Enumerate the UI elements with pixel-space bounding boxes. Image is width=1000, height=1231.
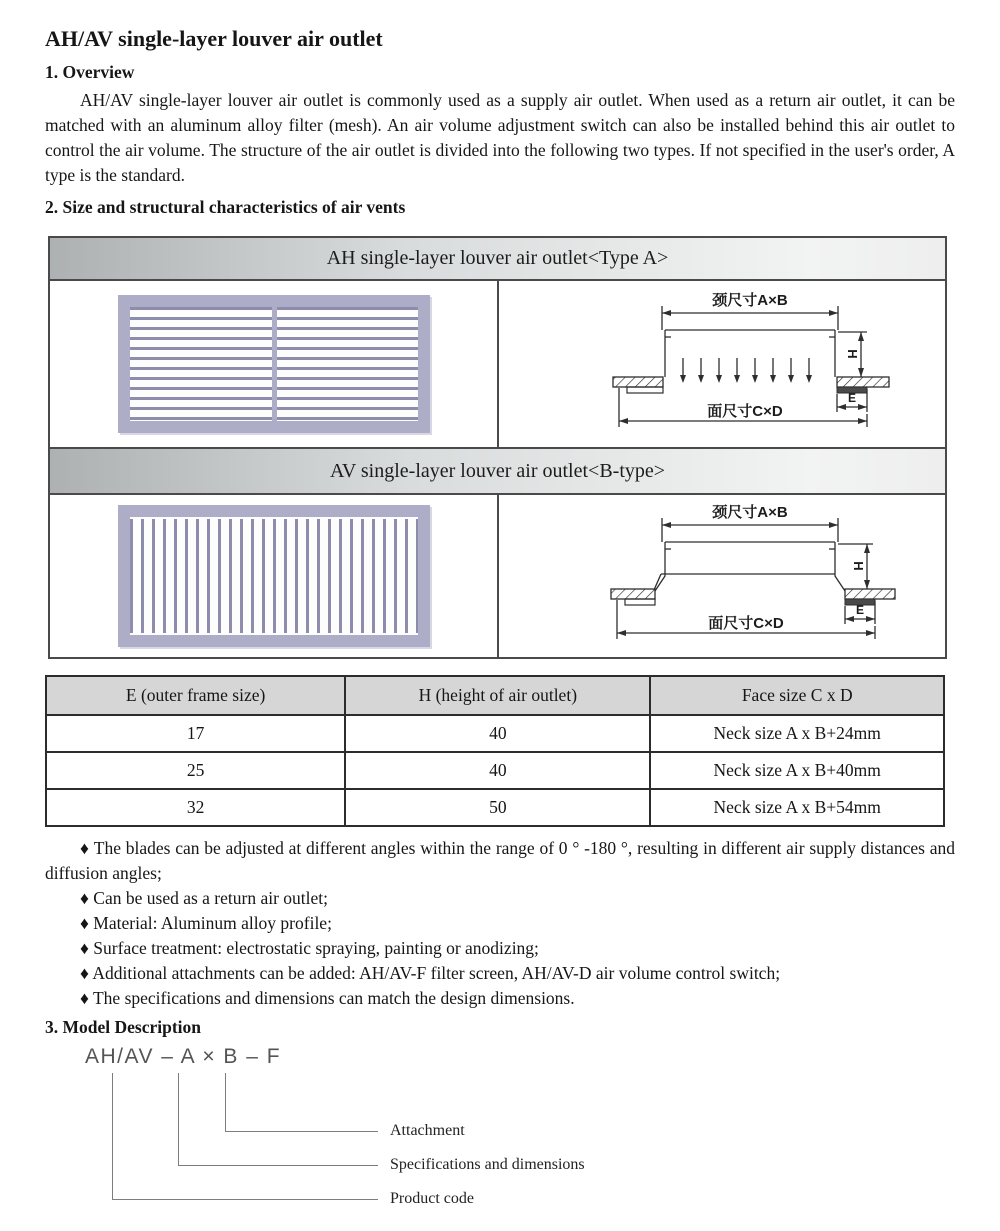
document-title: AH/AV single-layer louver air outlet <box>45 26 383 51</box>
table-header-row <box>46 676 944 715</box>
callout-specifications: Specifications and dimensions <box>390 1156 585 1174</box>
section-heading-size: 2. Size and structural characteristics of air vents <box>45 197 406 218</box>
table-row <box>46 715 944 752</box>
photo-cell-type-a <box>50 281 499 447</box>
model-line-product-code-vertical <box>112 1073 113 1199</box>
table-header-cell: H (height of air outlet) <box>345 676 650 715</box>
feature-list <box>45 836 955 1011</box>
frame-dim-label: E <box>855 603 865 618</box>
overview-paragraph: AH/AV single-layer louver air outlet is commonly used as a supply air outlet. When used as a return air outlet, it can be matched with an aluminum alloy filter (mesh). An air volume adjustment switch can also be installed behind this air outlet to control the air volume. The structure of the air outlet is divided into the following two types. If not specified in the user's order, A type is the standard. <box>45 90 955 186</box>
figure-row-type-b <box>50 495 945 657</box>
figure-panel <box>48 236 947 659</box>
table-cell: Neck size A x B+40mm <box>650 752 944 789</box>
drawing-cell-type-b <box>499 495 945 657</box>
photo-cell-type-b <box>50 495 499 657</box>
table-cell: 17 <box>46 715 345 752</box>
louver-photo-ah-horizontal <box>118 295 430 433</box>
bullet-item: ♦ The specifications and dimensions can match the design dimensions. <box>80 988 575 1009</box>
drawing-cell-type-a <box>499 281 945 447</box>
louver-photo-av-vertical <box>118 505 430 647</box>
model-line-specifications-vertical <box>178 1073 179 1165</box>
table-cell: 40 <box>345 715 650 752</box>
bullet-item: ♦ The blades can be adjusted at different angles within the range of 0 ° -180 °, resulting in different air supply distances and diffusion angles; <box>45 838 955 884</box>
section-heading-overview: 1. Overview <box>45 62 135 83</box>
center-divider-bar <box>272 307 277 421</box>
face-size-label: 面尺寸C×D <box>707 403 783 421</box>
neck-size-label: 颈尺寸A×B <box>712 504 788 522</box>
model-line-attachment-horizontal <box>225 1131 378 1132</box>
height-dim-label: H <box>845 349 860 360</box>
table-cell: 32 <box>46 789 345 826</box>
bullet-item: ♦ Material: Aluminum alloy profile; <box>80 913 332 934</box>
section-heading-model: 3. Model Description <box>45 1017 202 1038</box>
table-cell: 25 <box>46 752 345 789</box>
vertical-slats <box>130 519 418 633</box>
figure-header-type-a: AH single-layer louver air outlet<Type A> <box>50 238 945 281</box>
callout-attachment: Attachment <box>390 1122 465 1140</box>
model-line-product-code-horizontal <box>112 1199 378 1200</box>
neck-size-label: 颈尺寸A×B <box>712 292 788 310</box>
frame-dim-label: E <box>847 391 857 406</box>
table-cell: 40 <box>345 752 650 789</box>
table-cell: Neck size A x B+54mm <box>650 789 944 826</box>
table-row <box>46 752 944 789</box>
bullet-item: ♦ Surface treatment: electrostatic spraying, painting or anodizing; <box>80 938 539 959</box>
table-cell: 50 <box>345 789 650 826</box>
model-code: AH/AV – A × B – F <box>85 1045 282 1069</box>
bullet-item: ♦ Can be used as a return air outlet; <box>80 888 329 909</box>
height-dim-label: H <box>851 561 866 572</box>
table-row <box>46 789 944 826</box>
model-line-specifications-horizontal <box>178 1165 378 1166</box>
figure-header-type-b: AV single-layer louver air outlet<B-type> <box>50 447 945 495</box>
table-header-cell: Face size C x D <box>650 676 944 715</box>
technical-drawing-type-a <box>605 288 935 440</box>
table-header-cell: E (outer frame size) <box>46 676 345 715</box>
face-size-label: 面尺寸C×D <box>708 615 784 633</box>
figure-row-type-a <box>50 281 945 447</box>
callout-product-code: Product code <box>390 1190 474 1208</box>
model-description-diagram <box>45 1043 665 1223</box>
bullet-item: ♦ Additional attachments can be added: AH/AV-F filter screen, AH/AV-D air volume control switch; <box>80 963 781 984</box>
model-line-attachment-vertical <box>225 1073 226 1131</box>
technical-drawing-type-b <box>605 500 935 652</box>
table-cell: Neck size A x B+24mm <box>650 715 944 752</box>
spec-table <box>45 675 945 827</box>
